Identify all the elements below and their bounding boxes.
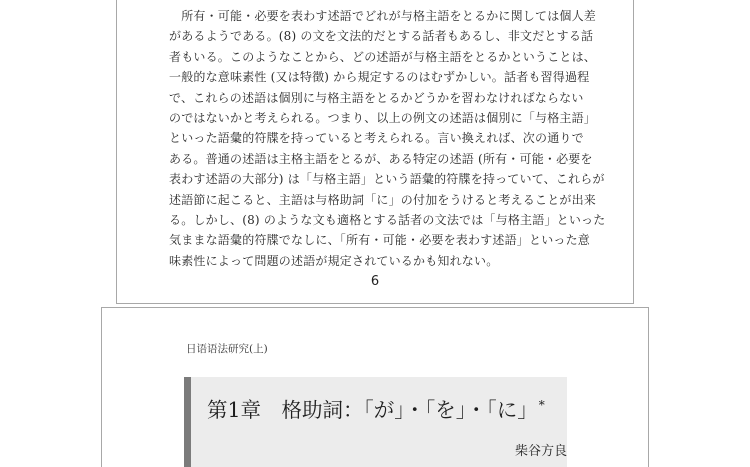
chapter-title-text: 第1章 格助詞：「が」・「を」・「に」 bbox=[207, 398, 538, 422]
author-name: 柴谷方良 bbox=[514, 444, 567, 459]
chapter-title bbox=[207, 393, 545, 423]
document-page bbox=[116, 0, 634, 304]
text-line: といった語彙的符牒を持っていると考えられる。言い換えれば、次の通りで bbox=[169, 131, 584, 146]
page-number: 6 bbox=[370, 274, 380, 289]
text-line: 所有・可能・必要を表わす述語でどれが与格主語をとるかに関しては個人差 bbox=[169, 9, 597, 23]
text-line: のではないかと考えられる。つまり、以上の例文の述語は個別に「与格主語」 bbox=[169, 110, 597, 125]
running-header: 日语语法研究(上) bbox=[186, 343, 268, 355]
text-line: 者もいる。このようなことから、どの述語が与格主語をとるかということは、 bbox=[169, 49, 597, 64]
text-line: る。しかし、(8) のような文も適格とする話者の文法では「与格主語」といった bbox=[169, 212, 606, 227]
chapter-heading-box bbox=[184, 377, 567, 467]
text-line: 味素性によって問題の述語が規定されているかも知れない。 bbox=[169, 253, 499, 268]
text-line: で、これらの述語は個別に与格主語をとるかどうかを習わなければならない bbox=[169, 90, 584, 105]
text-line: 一般的な意味素性 (又は特徴) から規定するのはむずかしい。話者も習得過程 bbox=[169, 70, 590, 85]
text-line: があるようである。(8) の文を文法的だとする話者もあるし、非文だとする話 bbox=[169, 29, 594, 44]
text-line: 気ままな語彙的符牒でなしに、「所有・可能・必要を表わす述語」といった意 bbox=[169, 233, 591, 248]
text-line: 述語節に起こると、主語は与格助詞「に」の付加をうけると考えることが出来 bbox=[169, 192, 597, 207]
text-line: ある。普通の述語は主格主語をとるが、ある特定の述語 (所有・可能・必要を bbox=[169, 151, 593, 166]
text-line: 表わす述語の大部分) は「与格主語」という語彙的符牒を持っていて、これらが bbox=[169, 172, 605, 187]
body-paragraph bbox=[169, 6, 606, 271]
footnote-mark[interactable]: * bbox=[538, 398, 545, 413]
document-page bbox=[101, 307, 649, 467]
